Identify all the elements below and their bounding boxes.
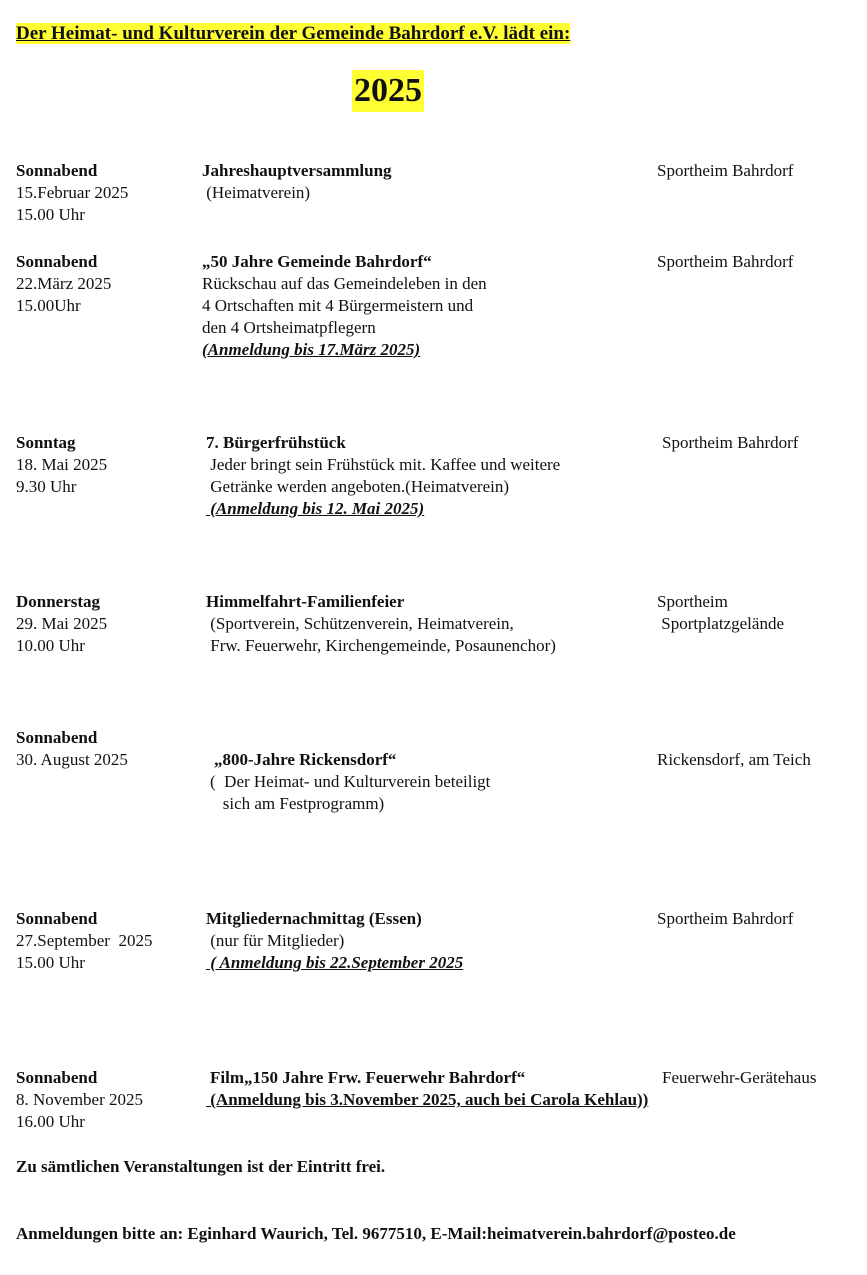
event-location-line: Sportheim Bahrdorf — [657, 252, 794, 271]
event-time: 15.00 Uhr — [16, 953, 85, 972]
event-day: Sonnabend — [16, 909, 98, 928]
event-location-line: Sportheim Bahrdorf — [662, 433, 799, 452]
event-location — [657, 591, 784, 635]
event-day: Sonnabend — [16, 161, 98, 180]
event-details — [206, 1067, 649, 1111]
event-time: 16.00 Uhr — [16, 1112, 85, 1131]
event-details — [206, 432, 560, 520]
event-time: 9.30 Uhr — [16, 477, 77, 496]
event-date-block — [16, 591, 107, 657]
event-location — [657, 251, 793, 273]
event-date-block — [16, 908, 152, 974]
event-location-line: Sportplatzgelände — [657, 614, 784, 633]
event-date: 22.März 2025 — [16, 274, 112, 293]
event-registration: (Anmeldung bis 12. Mai 2025) — [206, 499, 425, 518]
event-day: Sonnabend — [16, 1068, 98, 1087]
event-date: 29. Mai 2025 — [16, 614, 108, 633]
contact-line: Anmeldungen bitte an: Eginhard Waurich, Tel. 9677510, E-Mail:heimatverein.bahrdorf@posteo.de — [16, 1224, 736, 1243]
event-date-block — [16, 251, 111, 317]
event-description: (Heimatverein) — [202, 183, 311, 202]
event-details — [202, 160, 392, 204]
event-time: 10.00 Uhr — [16, 636, 85, 655]
event-description: (Sportverein, Schützenverein, Heimatverein, — [206, 614, 514, 633]
event-location — [657, 908, 793, 930]
event-location — [657, 749, 811, 771]
event-details — [202, 251, 487, 361]
event-location — [657, 160, 793, 182]
event-description: den 4 Ortsheimatpflegern — [202, 318, 376, 337]
event-description: ( Der Heimat- und Kulturverein beteiligt — [210, 772, 491, 791]
event-details — [206, 908, 463, 974]
event-title: 7. Bürgerfrühstück — [206, 433, 346, 452]
event-date: 27.September 2025 — [16, 931, 153, 950]
event-registration: (Anmeldung bis 17.März 2025) — [202, 340, 421, 359]
event-registration: (Anmeldung bis 3.November 2025, auch bei Carola Kehlau)) — [206, 1090, 649, 1109]
year-badge: 2025 — [352, 70, 424, 112]
page-title: Der Heimat- und Kulturverein der Gemeinde Bahrdorf e.V. lädt ein: — [16, 23, 571, 44]
event-description: Frw. Feuerwehr, Kirchengemeinde, Posaunenchor) — [206, 636, 556, 655]
event-time: 15.00 Uhr — [16, 205, 85, 224]
event-description: Jeder bringt sein Frühstück mit. Kaffee und weitere — [206, 455, 561, 474]
event-date: 15.Februar 2025 — [16, 183, 129, 202]
event-date-block — [16, 432, 107, 498]
event-description: (nur für Mitglieder) — [206, 931, 345, 950]
event-title: Mitgliedernachmittag (Essen) — [206, 909, 422, 928]
event-title: Jahreshauptversammlung — [202, 161, 392, 180]
event-details — [210, 749, 491, 815]
event-details — [206, 591, 556, 657]
event-location-line: Sportheim Bahrdorf — [657, 909, 794, 928]
event-location — [662, 432, 798, 454]
event-title: Himmelfahrt-Familienfeier — [206, 592, 405, 611]
event-location-line: Sportheim Bahrdorf — [657, 161, 794, 180]
event-location — [662, 1067, 816, 1089]
event-description: 4 Ortschaften mit 4 Bürgermeistern und — [202, 296, 474, 315]
event-date-block — [16, 727, 128, 771]
event-registration: ( Anmeldung bis 22.September 2025 — [206, 953, 464, 972]
event-title: Film„150 Jahre Frw. Feuerwehr Bahrdorf“ — [210, 1068, 526, 1087]
event-date: 30. August 2025 — [16, 750, 128, 769]
event-title: „50 Jahre Gemeinde Bahrdorf“ — [202, 252, 432, 271]
event-day: Donnerstag — [16, 592, 101, 611]
event-date: 8. November 2025 — [16, 1090, 144, 1109]
event-description: sich am Festprogramm) — [210, 794, 385, 813]
event-time: 15.00Uhr — [16, 296, 81, 315]
event-description: Getränke werden angeboten.(Heimatverein) — [206, 477, 510, 496]
event-description: Rückschau auf das Gemeindeleben in den — [202, 274, 487, 293]
event-location-line: Feuerwehr-Gerätehaus — [662, 1068, 817, 1087]
event-date-block — [16, 1067, 143, 1133]
event-day: Sonnabend — [16, 252, 98, 271]
event-day: Sonntag — [16, 433, 76, 452]
event-location-line: Rickensdorf, am Teich — [657, 750, 811, 769]
event-day: Sonnabend — [16, 728, 98, 747]
event-date-block — [16, 160, 128, 226]
event-date: 18. Mai 2025 — [16, 455, 108, 474]
free-entry-note: Zu sämtlichen Veranstaltungen ist der Eintritt frei. — [16, 1157, 386, 1176]
event-location-line: Sportheim — [657, 592, 728, 611]
event-title: „800-Jahre Rickensdorf“ — [214, 750, 397, 769]
